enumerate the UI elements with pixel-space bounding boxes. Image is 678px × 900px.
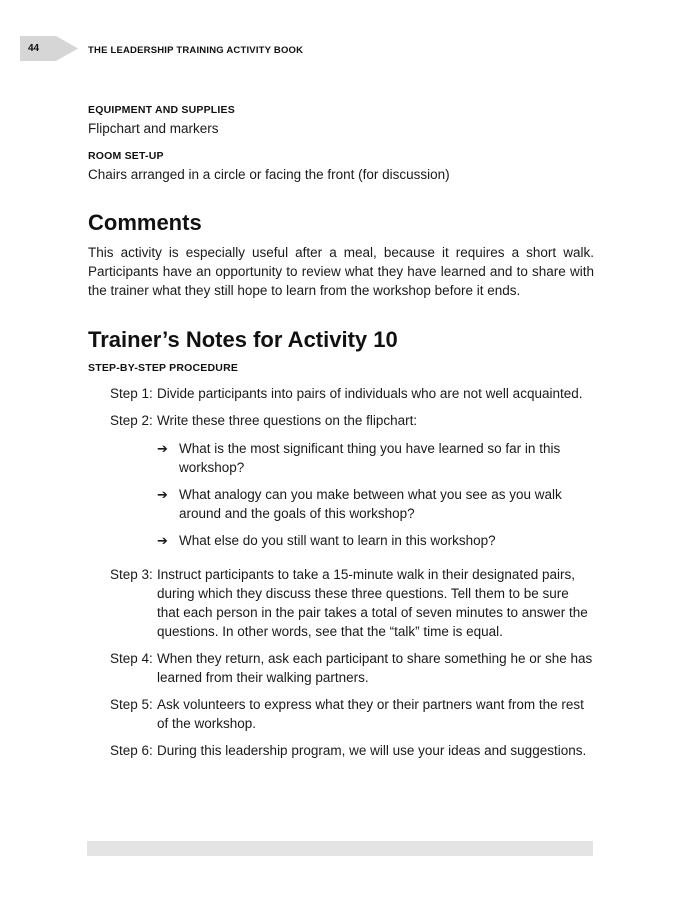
equipment-text: Flipchart and markers (88, 121, 219, 136)
comments-heading: Comments (88, 210, 202, 235)
arrow-bullet-icon: ➔ (157, 441, 168, 456)
step-4 (110, 649, 594, 687)
step-text: Write these three questions on the flipchart: (157, 413, 418, 428)
room-setup-label: ROOM SET-UP (88, 150, 164, 162)
step-5 (110, 695, 594, 733)
room-setup-text: Chairs arranged in a circle or facing the front (for discussion) (88, 167, 450, 182)
arrow-bullet-icon: ➔ (157, 533, 168, 548)
step-2 (110, 411, 594, 430)
step-number: Step 3: (110, 567, 153, 582)
step-number: Step 1: (110, 386, 153, 401)
question-text: What is the most significant thing you have learned so far in this workshop? (179, 441, 561, 475)
question-text: What analogy can you make between what you see as you walk around and the goals of this workshop? (179, 487, 562, 521)
question-item (157, 485, 594, 523)
questions-list (157, 439, 594, 550)
step-text: Divide participants into pairs of individuals who are not well acquainted. (157, 386, 583, 401)
step-6 (110, 741, 594, 760)
question-item (157, 531, 594, 550)
step-text: During this leadership program, we will use your ideas and suggestions. (157, 743, 587, 758)
question-item (157, 439, 594, 477)
footer-bar (87, 841, 593, 856)
running-header-title: THE LEADERSHIP TRAINING ACTIVITY BOOK (88, 45, 304, 56)
page-number: 44 (28, 43, 40, 54)
page-content (88, 104, 594, 768)
step-3 (110, 565, 594, 641)
arrow-bullet-icon: ➔ (157, 487, 168, 502)
step-number: Step 5: (110, 697, 153, 712)
procedure-label: STEP-BY-STEP PROCEDURE (88, 362, 239, 374)
trainers-notes-heading: Trainer’s Notes for Activity 10 (88, 327, 398, 352)
comments-paragraph: This activity is especially useful after a meal, because it requires a short walk. Participants have an opportunity to review what they have learned and to share with the trainer what they still hope to learn from the workshop before it ends. (88, 245, 594, 298)
step-text: Instruct participants to take a 15-minute walk in their designated pairs, during which they discuss these three questions. Tell them to be sure that each person in the pair takes a total of seven minutes to answer the questions. In other words, see that the “talk” time is equal. (157, 567, 588, 639)
step-number: Step 4: (110, 651, 153, 666)
equipment-label: EQUIPMENT AND SUPPLIES (88, 104, 235, 116)
step-text: Ask volunteers to express what they or their partners want from the rest of the workshop. (157, 697, 584, 731)
step-text: When they return, ask each participant to share something he or she has learned from their walking partners. (157, 651, 593, 685)
step-number: Step 6: (110, 743, 153, 758)
steps-list (88, 384, 594, 760)
step-number: Step 2: (110, 413, 153, 428)
step-1 (110, 384, 594, 403)
question-text: What else do you still want to learn in this workshop? (179, 533, 496, 548)
